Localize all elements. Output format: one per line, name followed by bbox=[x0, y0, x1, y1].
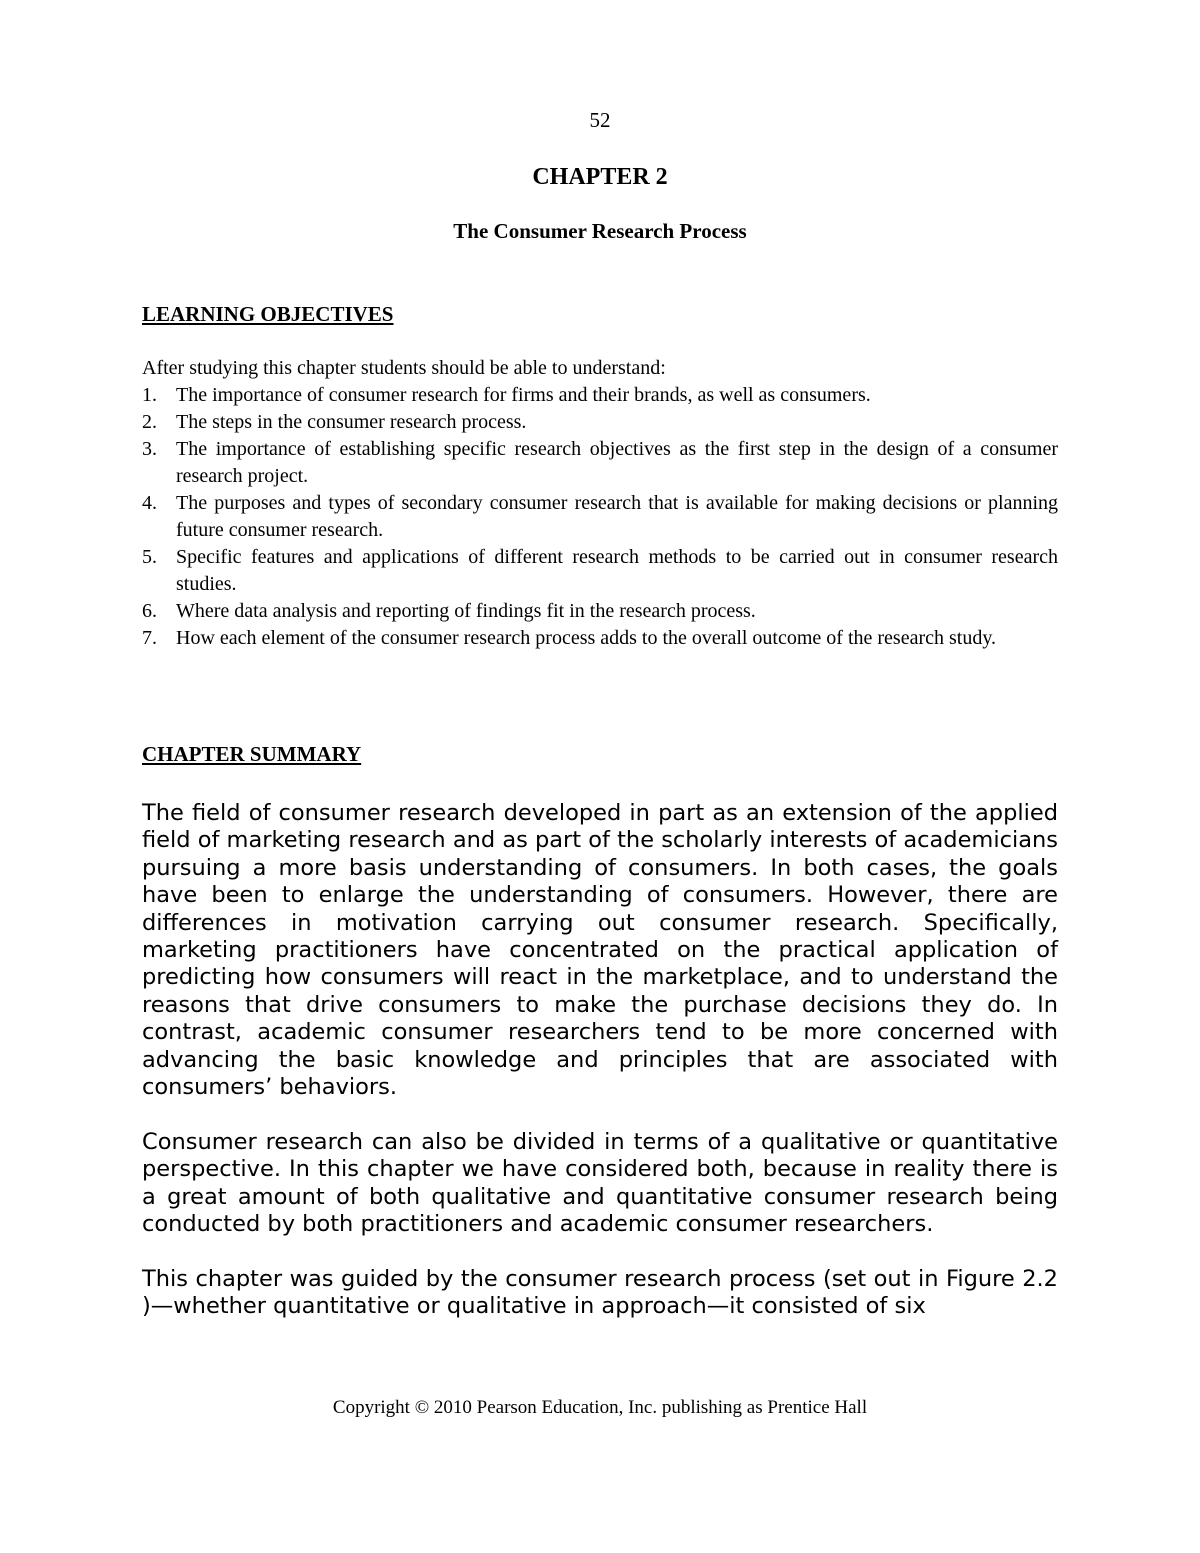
objective-text: The purposes and types of secondary consumer research that is available for making decisions or planning future consumer research. bbox=[176, 492, 1058, 541]
page-number: 52 bbox=[589, 108, 611, 132]
objective-item bbox=[142, 490, 1058, 544]
objective-number: 3. bbox=[142, 438, 157, 460]
chapter-summary-body bbox=[142, 800, 1058, 1348]
objectives-list bbox=[142, 382, 1058, 652]
objective-text: The importance of consumer research for firms and their brands, as well as consumers. bbox=[176, 384, 871, 406]
chapter-title: The Consumer Research Process bbox=[453, 219, 747, 243]
objective-item bbox=[142, 625, 1058, 652]
copyright-footer: Copyright © 2010 Pearson Education, Inc. publishing as Prentice Hall bbox=[332, 1397, 868, 1418]
objective-text: How each element of the consumer research process adds to the overall outcome of the research study. bbox=[176, 627, 997, 649]
objective-item bbox=[142, 382, 1058, 409]
objective-number: 4. bbox=[142, 492, 157, 514]
summary-paragraph: This chapter was guided by the consumer research process (set out in Figure 2.2 )—whether quantitative or qualitative in approach—it consisted of six bbox=[142, 1265, 1058, 1320]
objective-number: 5. bbox=[142, 546, 157, 568]
chapter-summary-heading: CHAPTER SUMMARY bbox=[142, 742, 362, 766]
objective-item bbox=[142, 598, 1058, 625]
objective-text: The importance of establishing specific research objectives as the first step in the design of a consumer research project. bbox=[176, 438, 1058, 487]
objective-text: Where data analysis and reporting of findings fit in the research process. bbox=[176, 600, 756, 622]
objective-text: Specific features and applications of different research methods to be carried out in consumer research studies. bbox=[176, 546, 1058, 595]
summary-paragraph: Consumer research can also be divided in terms of a qualitative or quantitative perspective. In this chapter we have considered both, because in reality there is a great amount of both qualitative and quantitative consumer research being conducted by both practitioners and academic consumer researchers. bbox=[142, 1128, 1058, 1238]
objective-number: 2. bbox=[142, 411, 157, 433]
objective-number: 6. bbox=[142, 600, 157, 622]
learning-objectives-heading: LEARNING OBJECTIVES bbox=[142, 302, 394, 326]
objective-number: 7. bbox=[142, 627, 157, 649]
objectives-intro: After studying this chapter students should be able to understand: bbox=[142, 357, 666, 379]
summary-paragraph: The field of consumer research developed in part as an extension of the applied field of marketing research and as part of the scholarly interests of academicians pursuing a more basis understanding of consumers. In both cases, the goals have been to enlarge the understanding of consumers. However, there are differences in motivation carrying out consumer research. Specifically, marketing practitioners have concentrated on the practical application of predicting how consumers will react in the marketplace, and to understand the reasons that drive consumers to make the purchase decisions they do. In contrast, academic consumer researchers tend to be more concerned with advancing the basic knowledge and principles that are associated with consumers’ behaviors. bbox=[142, 800, 1058, 1101]
objective-item bbox=[142, 544, 1058, 598]
objective-number: 1. bbox=[142, 384, 157, 406]
objective-item bbox=[142, 409, 1058, 436]
objective-item bbox=[142, 436, 1058, 490]
chapter-label: CHAPTER 2 bbox=[532, 164, 668, 190]
objective-text: The steps in the consumer research process. bbox=[176, 411, 527, 433]
